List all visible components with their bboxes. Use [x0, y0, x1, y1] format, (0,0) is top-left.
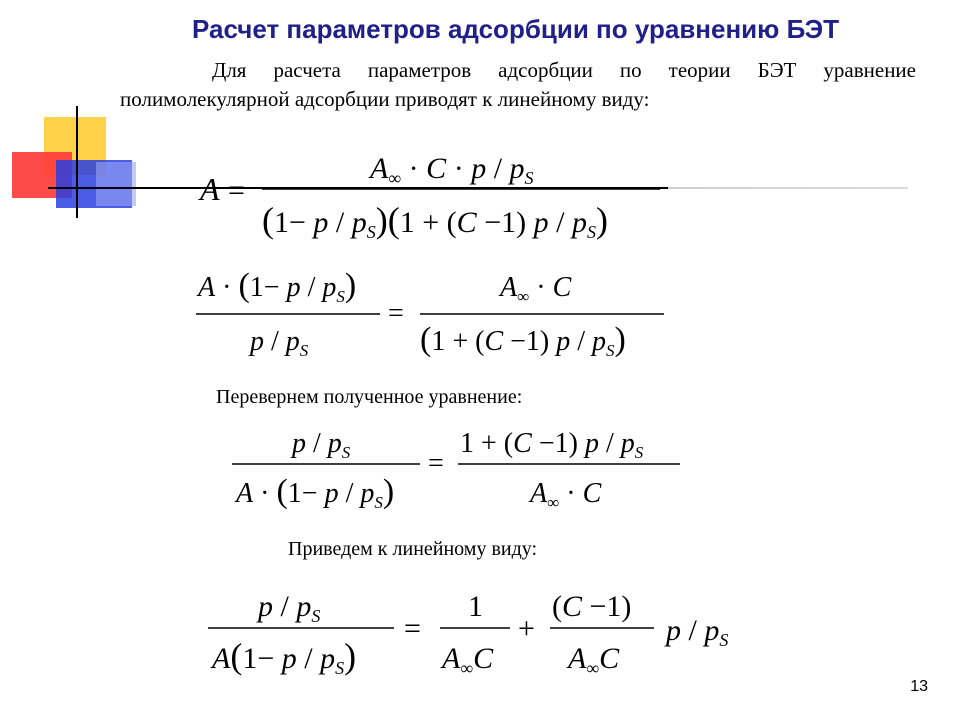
svg-text:1: 1	[468, 590, 483, 623]
svg-text:A∞ · C · p / pS: $A_\infty \cdot C \cdot p / p_S$	[370, 152, 534, 188]
svg-text:(C −1): (C −1)	[552, 590, 632, 623]
equation-linear-form	[206, 580, 766, 680]
equation-bet	[190, 148, 710, 248]
svg-text:A∞ · C: $A_\infty \cdot C$	[530, 478, 602, 512]
svg-text:p / pS: p / $p_S$	[666, 614, 729, 650]
svg-text:p / pS: p / $p_S$	[292, 428, 351, 462]
logo-blue-shadow	[96, 162, 136, 206]
svg-text:A · (1− p / pS): $A \cdot (1- p / p_S)$	[198, 267, 357, 306]
slide-logo	[0, 0, 150, 230]
slide-title: Расчет параметров адсорбции по уравнению БЭТ	[192, 14, 840, 44]
svg-text:A: A	[200, 171, 220, 207]
svg-text:A∞ · C: $A_\infty \cdot C$	[500, 272, 572, 306]
svg-text:(1− p / pS)(1 + (C −1) p / pS): $(1- p / p_S)(1 + (C -1)$ p / $p_S$)	[262, 200, 608, 242]
caption-flip: Перевернем полученное уравнение:	[216, 386, 523, 408]
svg-text:A∞C: $A_\infty C$	[568, 642, 620, 678]
svg-text:1 + (C −1) p / pS: 1 + (C −1) p / $p_S$	[460, 428, 644, 462]
svg-text:A(1− p / pS): $A(1- p / p_S)$	[212, 636, 357, 678]
svg-text:A · (1− p / pS): $A \cdot (1- p / p_S)$	[236, 473, 395, 512]
svg-text:p / pS: p / $p_S$	[258, 590, 321, 626]
page-number: 13	[910, 678, 928, 695]
svg-text:=: =	[404, 612, 421, 645]
logo-vertical-line	[76, 106, 78, 218]
intro-paragraph: Для расчета параметров адсорбции по теории БЭТ уравнение полимолекулярной адсорбции приводят к линейному виду:	[120, 58, 916, 111]
svg-text:(1 + (C −1) p / pS): (1 + (C −1) p / $p_S$)	[420, 321, 626, 360]
svg-text:=: =	[228, 174, 245, 207]
caption-linear: Приведем к линейному виду:	[288, 538, 538, 560]
svg-text:p / pS: p / $p_S$	[250, 326, 309, 360]
svg-text:=: =	[388, 298, 404, 329]
svg-text:A∞C: $A_\infty C$	[442, 642, 494, 678]
svg-text:=: =	[428, 448, 444, 479]
svg-text:+: +	[518, 612, 535, 645]
equation-rearranged	[190, 262, 690, 362]
equation-inverted	[228, 418, 708, 518]
